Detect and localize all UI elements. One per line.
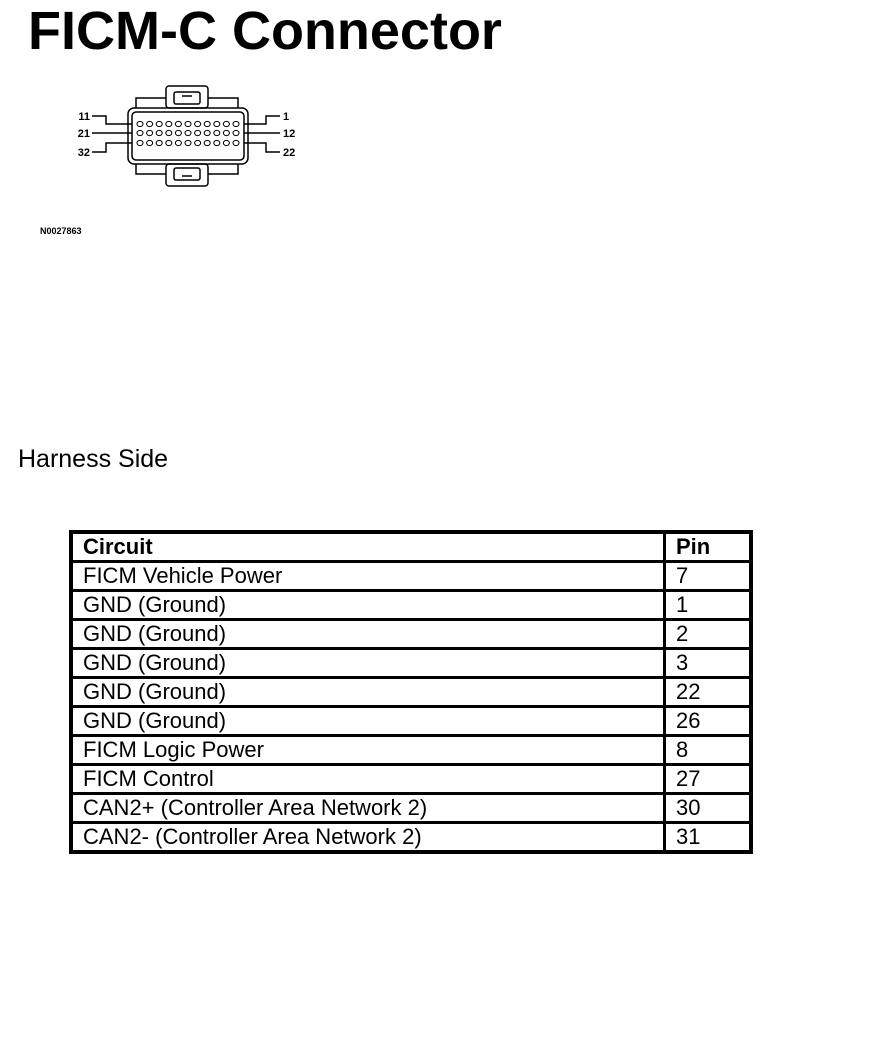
pin-cavity — [156, 130, 162, 135]
circuit-cell: FICM Logic Power — [71, 736, 665, 765]
page-title: FICM-C Connector — [28, 1, 502, 61]
table-row — [71, 794, 751, 823]
circuit-cell: GND (Ground) — [71, 707, 665, 736]
pin-cavity — [137, 130, 143, 135]
connector-top-latch — [136, 86, 238, 108]
table-row — [71, 678, 751, 707]
view-label: Harness Side — [18, 445, 169, 473]
pin-cavity — [137, 140, 143, 145]
pin-cavities — [137, 121, 239, 145]
pin-cavity — [166, 140, 172, 145]
table-row — [71, 620, 751, 649]
table-row — [71, 649, 751, 678]
pin-cavity — [147, 130, 153, 135]
table-row — [71, 562, 751, 591]
pin-cell: 7 — [665, 562, 752, 591]
header-pin: Pin — [665, 532, 752, 562]
table-row — [71, 823, 751, 853]
pin-cell: 2 — [665, 620, 752, 649]
pin-cavity — [214, 121, 220, 126]
pin-cavity — [175, 140, 181, 145]
figure-id: N0027863 — [40, 226, 82, 236]
pin-label-22: 22 — [283, 147, 296, 159]
pin-cavity — [204, 130, 210, 135]
pin-cavity — [137, 121, 143, 126]
pin-cell: 3 — [665, 649, 752, 678]
pin-cavity — [195, 140, 201, 145]
pin-cavity — [214, 130, 220, 135]
pin-cavity — [175, 121, 181, 126]
pin-cell: 1 — [665, 591, 752, 620]
pin-cell: 22 — [665, 678, 752, 707]
pin-label-32: 32 — [77, 147, 90, 159]
pin-cavity — [147, 140, 153, 145]
pin-cavity — [195, 130, 201, 135]
circuit-cell: FICM Control — [71, 765, 665, 794]
pin-cavity — [166, 121, 172, 126]
pin-cell: 26 — [665, 707, 752, 736]
connector-bottom-latch — [136, 164, 238, 186]
pin-cavity — [185, 121, 191, 126]
table-header-row — [71, 532, 751, 562]
pin-label-12: 12 — [283, 128, 296, 140]
pin-table — [69, 530, 753, 854]
pin-cavity — [156, 121, 162, 126]
circuit-cell: GND (Ground) — [71, 678, 665, 707]
table-row — [71, 707, 751, 736]
pin-cavity — [233, 130, 239, 135]
pin-cell: 30 — [665, 794, 752, 823]
table-row — [71, 736, 751, 765]
circuit-cell: CAN2- (Controller Area Network 2) — [71, 823, 665, 853]
table-row — [71, 765, 751, 794]
pin-cavity — [166, 130, 172, 135]
header-circuit: Circuit — [71, 532, 665, 562]
pin-cavity — [195, 121, 201, 126]
circuit-cell: GND (Ground) — [71, 591, 665, 620]
pin-cell: 8 — [665, 736, 752, 765]
pin-cavity — [185, 130, 191, 135]
pin-cavity — [214, 140, 220, 145]
circuit-cell: FICM Vehicle Power — [71, 562, 665, 591]
circuit-cell: GND (Ground) — [71, 649, 665, 678]
table-row — [71, 591, 751, 620]
pin-label-21: 21 — [77, 128, 90, 140]
circuit-cell: GND (Ground) — [71, 620, 665, 649]
pin-label-1: 1 — [283, 111, 290, 123]
pin-cavity — [175, 130, 181, 135]
pin-cell: 31 — [665, 823, 752, 853]
pin-cavity — [185, 140, 191, 145]
pin-cavity — [233, 140, 239, 145]
pin-cell: 27 — [665, 765, 752, 794]
pin-cavity — [147, 121, 153, 126]
pin-cavity — [204, 140, 210, 145]
connector-diagram — [70, 80, 310, 190]
pin-cavity — [223, 121, 229, 126]
pin-cavity — [156, 140, 162, 145]
pin-cavity — [204, 121, 210, 126]
pin-cavity — [233, 121, 239, 126]
pin-cavity — [223, 130, 229, 135]
pin-cavity — [223, 140, 229, 145]
pin-label-11: 11 — [78, 111, 90, 123]
circuit-cell: CAN2+ (Controller Area Network 2) — [71, 794, 665, 823]
